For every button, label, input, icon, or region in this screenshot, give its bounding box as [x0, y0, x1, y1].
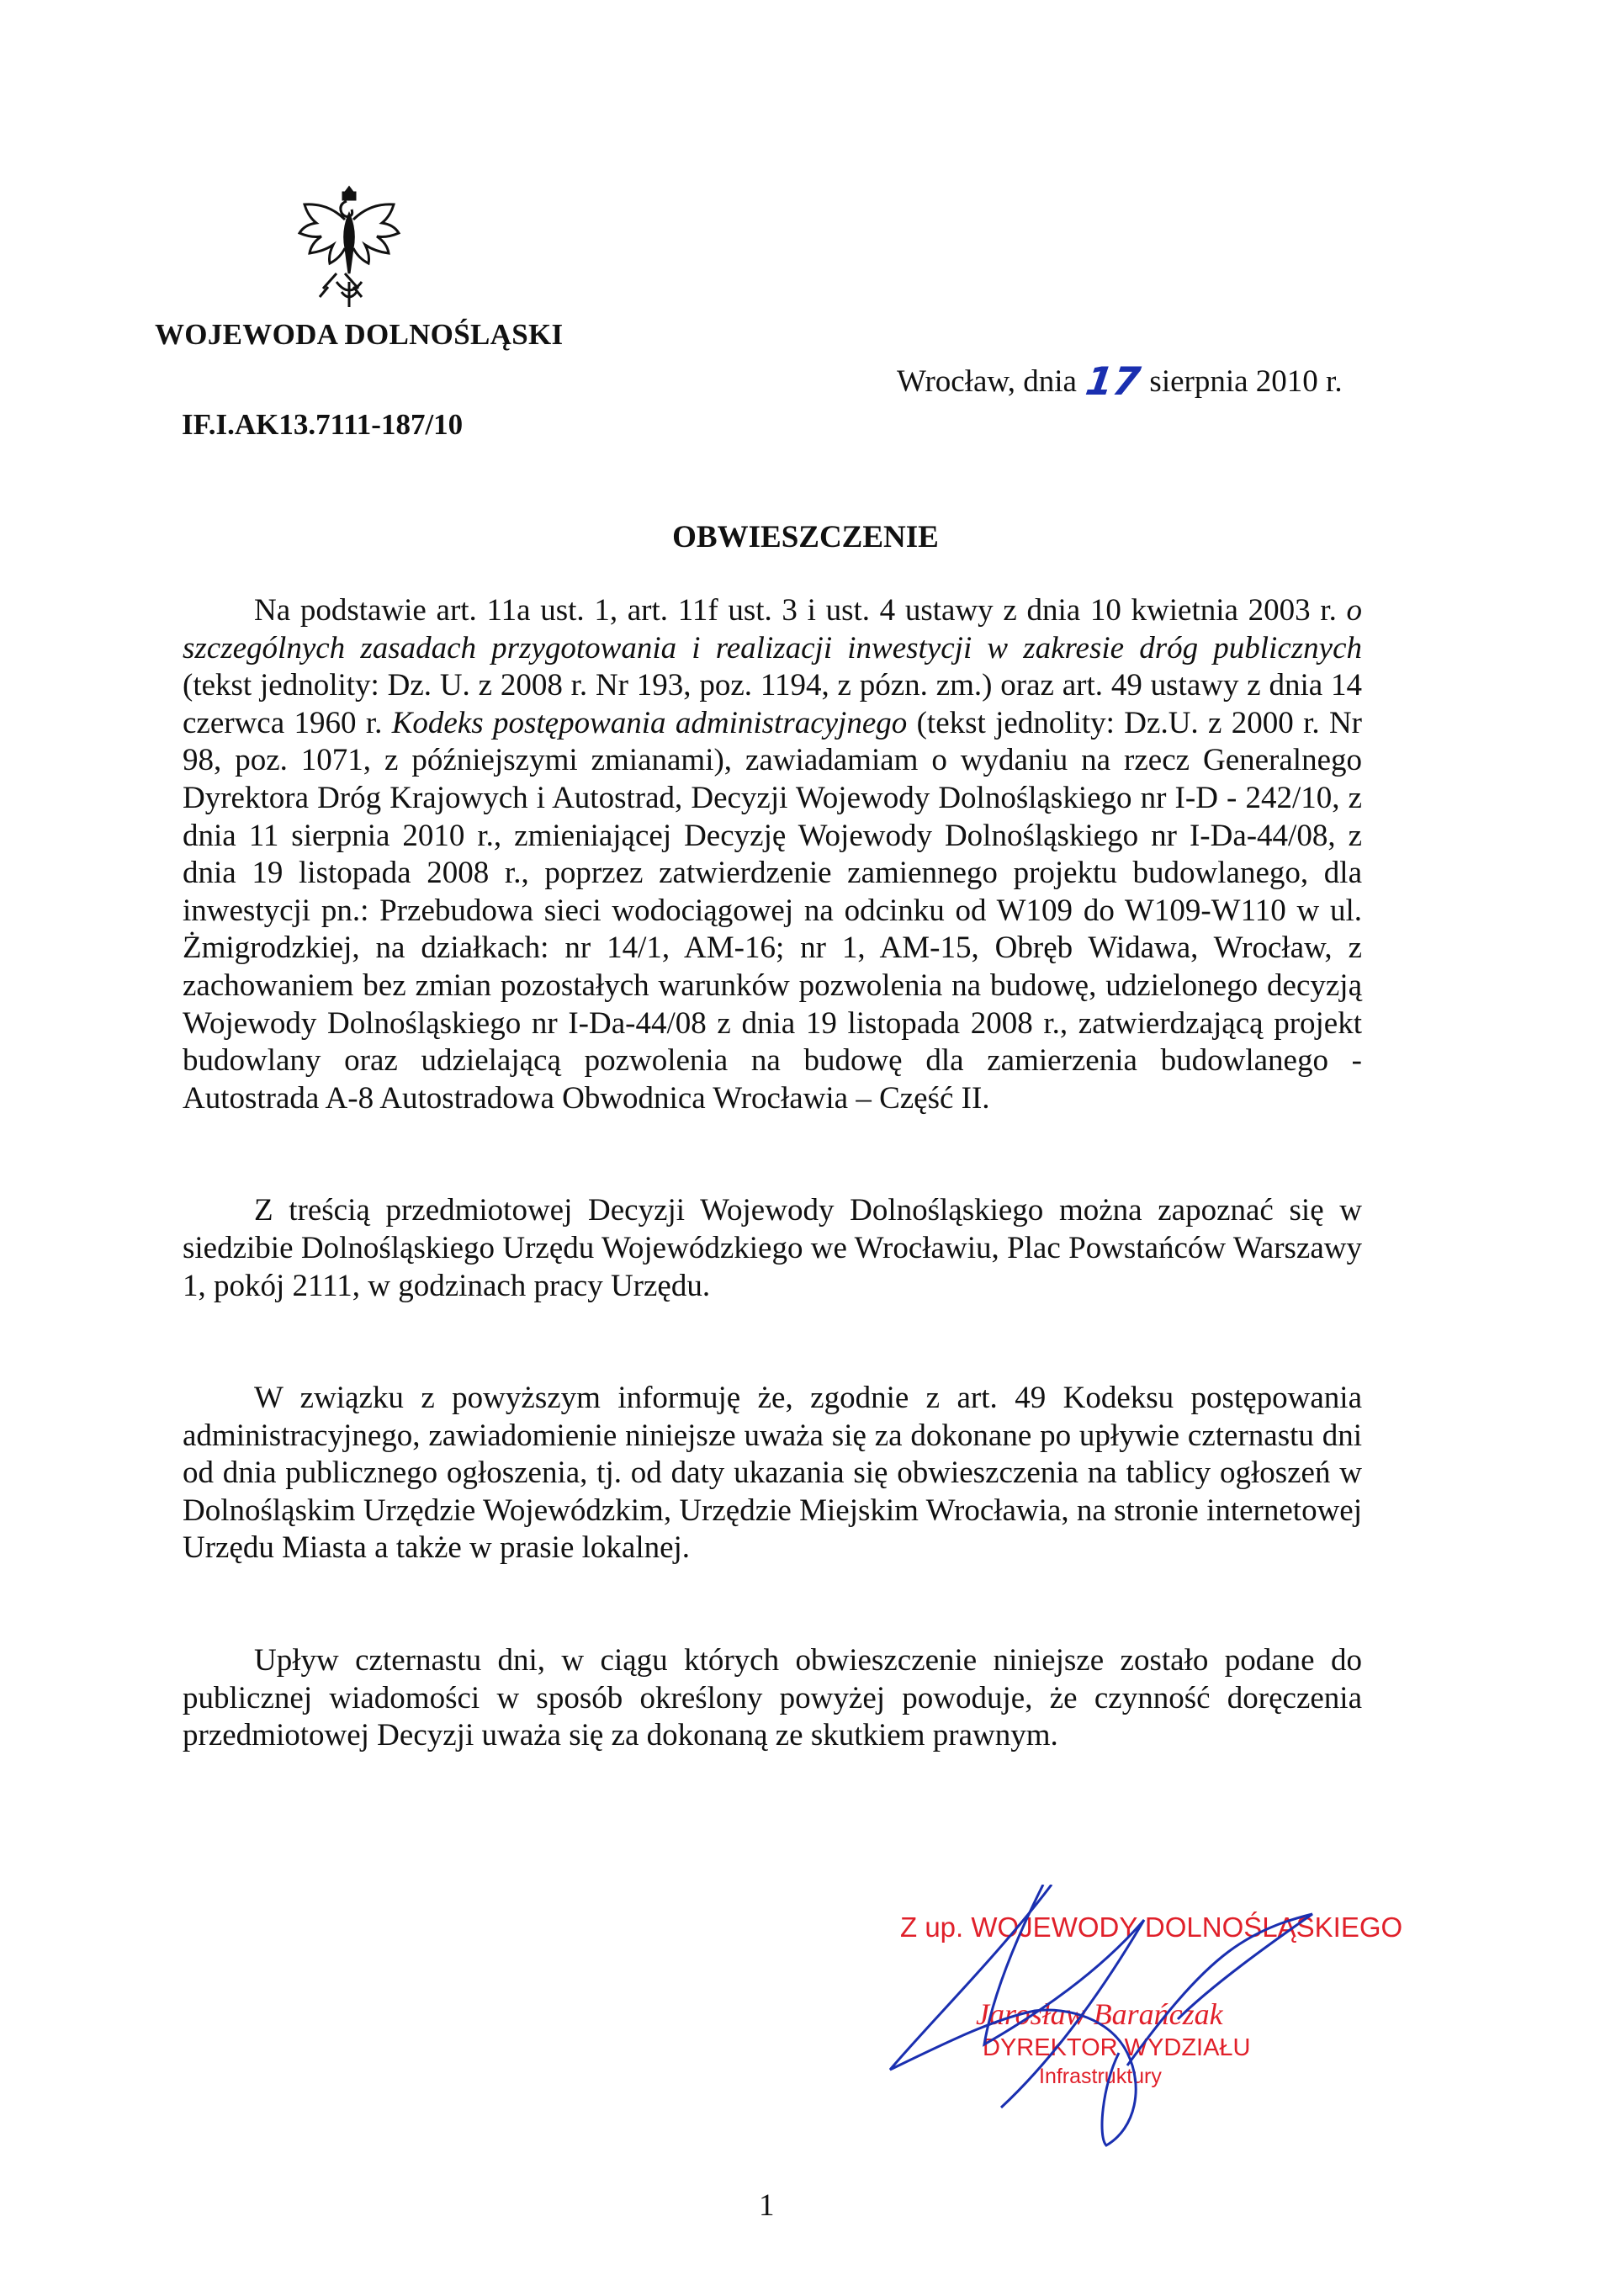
paragraph-text: (tekst jednolity: Dz.U. z 2000 r. Nr 98, poz. 1071, z późniejszymi zmianami), zawiadamiam o wydaniu na rzecz Generalnego Dyrektora Dróg Krajowych i Autostrad, Decyzji Wojewody Dolnośląskiego nr I-D - 242/10, z dnia 11 sierpnia 2010 r., zmieniającej Decyzję Wojewody Dolnośląskiego nr I-Da-44/08, z dnia 19 listopada 2008 r., poprzez zatwierdzenie zamiennego projektu budowlanego, dla inwestycji pn.: Przebudowa sieci wodociągowej na odcinku od W109 do W109-W110 w ul. Żmigrodzkiej, na działkach: nr 14/1, AM-16; nr 1, AM-15, Obręb Widawa, Wrocław, z zachowaniem bez zmian pozostałych warunków pozwolenia na budowę, udzielonego decyzją Wojewody Dolnośląskiego nr I-Da-44/08 z dnia 19 listopada 2008 r., zatwierdzającą projekt budowlany oraz udzielającą pozwolenia na budowę dla zamierzenia budowlanego - Autostrada A-8 Autostradowa Obwodnica Wrocławia – Część II. — [183, 705, 1362, 1116]
date-line — [897, 355, 1343, 404]
authority-name: WOJEWODA DOLNOŚLĄSKI — [155, 318, 564, 351]
signature-stamp — [875, 1885, 1403, 2154]
italic-citation: Kodeks postępowania administracyjnego — [391, 705, 908, 740]
date-prefix: Wrocław, dnia — [897, 364, 1077, 399]
page-number: 1 — [759, 2188, 775, 2223]
handwritten-signature-icon — [875, 1885, 1363, 2154]
document-body — [183, 592, 1362, 1755]
stamp-department: Infrastruktury — [1039, 2065, 1162, 2088]
stamp-authorization-line: Z up. WOJEWODY DOLNOŚLĄSKIEGO — [900, 1912, 1403, 1943]
paragraph — [183, 1192, 1362, 1305]
italic-citation: o szczególnych zasadach przygotowania i realizacji inwestycji w zakresie dróg publicznych — [183, 593, 1362, 665]
paragraph — [183, 1380, 1362, 1567]
paragraph — [183, 592, 1362, 1117]
stamp-signatory-name: Jarosław Barańczak — [976, 1997, 1223, 2031]
paragraph-text: W związku z powyższym informuję że, zgodnie z art. 49 Kodeksu postępowania administracyjnego, zawiadomienie niniejsze uważa się za dokonane po upływie czternastu dni od dnia publicznego ogłoszenia, tj. od daty ukazania się obwieszczenia na tablicy ogłoszeń w Dolnośląskim Urzędzie Wojewódzkim, Urzędzie Miejskim Wrocławia, na stronie internetowej Urzędu Miasta a także w prasie lokalnej. — [183, 1381, 1362, 1566]
document-title: OBWIESZCZENIE — [672, 520, 939, 554]
eagle-emblem-icon — [286, 181, 412, 316]
paragraph-text: Na podstawie art. 11a ust. 1, art. 11f ust. 3 i ust. 4 ustawy z dnia 10 kwietnia 2003 r. — [254, 593, 1347, 628]
stamp-signatory-role: DYREKTOR WYDZIAŁU — [983, 2034, 1251, 2061]
date-suffix: sierpnia 2010 r. — [1149, 364, 1343, 399]
paragraph-text: Upływ czternastu dni, w ciągu których obwieszczenie niniejsze zostało podane do publicznej wiadomości w sposób określony powyżej powoduje, że czynność doręczenia przedmiotowej Decyzji uważa się za dokonaną ze skutkiem prawnym. — [183, 1643, 1362, 1753]
paragraph-text: Z treścią przedmiotowej Decyzji Wojewody Dolnośląskiego można zapoznać się w siedzibie Dolnośląskiego Urzędu Wojewódzkiego we Wrocławiu, Plac Powstańców Warszawy 1, pokój 2111, w godzinach pracy Urzędu. — [183, 1193, 1362, 1303]
paragraph — [183, 1642, 1362, 1755]
handwritten-day: 17 — [1083, 358, 1143, 404]
paragraph-text: (tekst jednolity: Dz. U. z 2008 r. Nr 193, poz. 1194, z pózn. zm.) oraz art. 49 ustawy z dnia 14 czerwca 1960 r. — [183, 668, 1362, 740]
reference-number: IF.I.AK13.7111-187/10 — [182, 408, 464, 441]
